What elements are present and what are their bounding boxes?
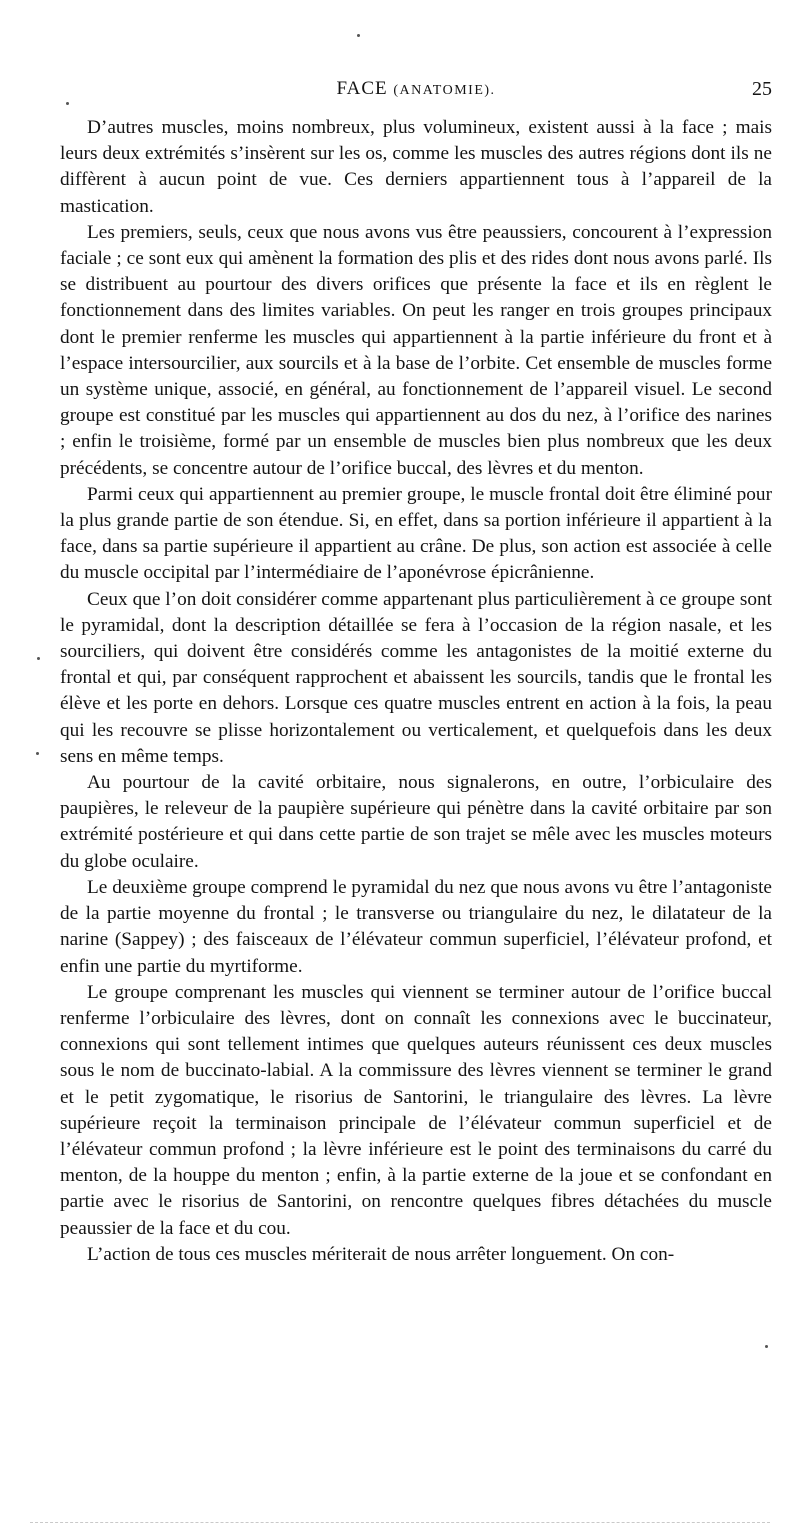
paragraph: D’autres muscles, moins nombreux, plus volumineux, existent aussi à la face ; mais leurs deux extrémités s’insèrent sur les os, comme les muscles des autres régions dont ils ne diffèrent à aucun point de vue. Ces derniers appartiennent tous à l’appareil de la mastication. (60, 117, 772, 217)
paragraph: Parmi ceux qui appartiennent au premier groupe, le muscle frontal doit être éliminé pour la plus grande partie de son étendue. Si, en effet, dans sa portion inférieure il appartient à la face, dans sa partie supérieure il appartient au crâne. De plus, son action est associée à celle du muscle occipital par l’intermédiaire de l’aponévrose épicrânienne. (60, 483, 772, 584)
paragraph-continued: L’action de tous ces muscles mériterait de nous arrêter longuement. On con- (87, 1243, 675, 1265)
scan-speck (37, 657, 40, 660)
scan-edge-noise (30, 1522, 770, 1523)
body-text (60, 115, 772, 1268)
paragraph: Le groupe comprenant les muscles qui viennent se terminer autour de l’orifice buccal renferme l’orbiculaire des lèvres, dont on connaît les connexions avec le buccinateur, connexions qui sont tellement intimes que quelques auteurs réunissent ces deux muscles sous le nom de buccinato-labial. A la commissure des lèvres viennent se terminer le grand et le petit zygomatique, le risorius de Santorini, le triangulaire des lèvres. La lèvre supérieure reçoit la terminaison principale de l’élévateur commun superficiel et de l’élévateur commun profond ; la lèvre inférieure est le point des terminaisons du carré du menton, de la houppe du menton ; enfin, à la partie externe de la joue et se confondant en partie avec le risorius de Santorini, on rencontre quelques fibres détachées du muscle peaussier de la face et du cou. (60, 981, 772, 1239)
running-head (60, 78, 772, 108)
scan-speck (66, 102, 69, 105)
scan-speck (36, 752, 39, 755)
paragraph: Les premiers, seuls, ceux que nous avons vus être peaussiers, concourent à l’expression faciale ; ce sont eux qui amènent la formation des plis et des rides dont nous avons parlé. Ils se distribuent au pourtour des divers orifices que présente la face et ils en règlent le fonctionnement dans des limites variables. On peut les ranger en trois groupes principaux dont le premier renferme les muscles qui appartiennent à la partie inférieure du front et à l’espace intersourcilier, aux sourcils et à la base de l’orbite. Cet ensemble de muscles forme un système unique, associé, en général, au fonctionnement de l’appareil visuel. Le second groupe est constitué par les muscles qui appartiennent au dos du nez, à l’orifice des narines ; enfin le troisième, formé par un ensemble de muscles bien plus nombreux que les deux précédents, se concentre autour de l’orifice buccal, des lèvres et du menton. (60, 221, 772, 479)
page-number: 25 (752, 78, 772, 100)
paragraph: Le deuxième groupe comprend le pyramidal du nez que nous avons vu être l’antagoniste de la partie moyenne du frontal ; le transverse ou triangulaire du nez, le dilatateur de la narine (Sappey) ; des faisceaux de l’élévateur commun superficiel, l’élévateur profond, et enfin une partie du myrtiforme. (60, 876, 772, 977)
running-title-main: FACE (336, 78, 388, 99)
scan-speck (357, 34, 360, 37)
running-title-paren: (ANATOMIE). (393, 83, 496, 98)
paragraph: Au pourtour de la cavité orbitaire, nous signalerons, en outre, l’orbiculaire des paupières, le releveur de la paupière supérieure qui pénètre dans la cavité orbitaire par son extrémité postérieure et qui dans cette partie de son trajet se mêle avec les muscles moteurs du globe oculaire. (60, 772, 772, 872)
scan-speck (765, 1345, 768, 1348)
running-title (60, 78, 772, 100)
paragraph: Ceux que l’on doit considérer comme appartenant plus particulièrement à ce groupe sont le pyramidal, dont la description détaillée se fera à l’occasion de la région nasale, et les sourciliers, qui doivent être considérés comme les antagonistes de la moitié externe du frontal et qui, par conséquent rapprochent et abaissent les sourcils, tandis que le frontal les élève et les porte en dehors. Lorsque ces quatre muscles entrent en action à la fois, la peau qui les recouvre se plisse horizontalement ou verticalement, et quelquefois dans les deux sens en même temps. (60, 588, 772, 767)
